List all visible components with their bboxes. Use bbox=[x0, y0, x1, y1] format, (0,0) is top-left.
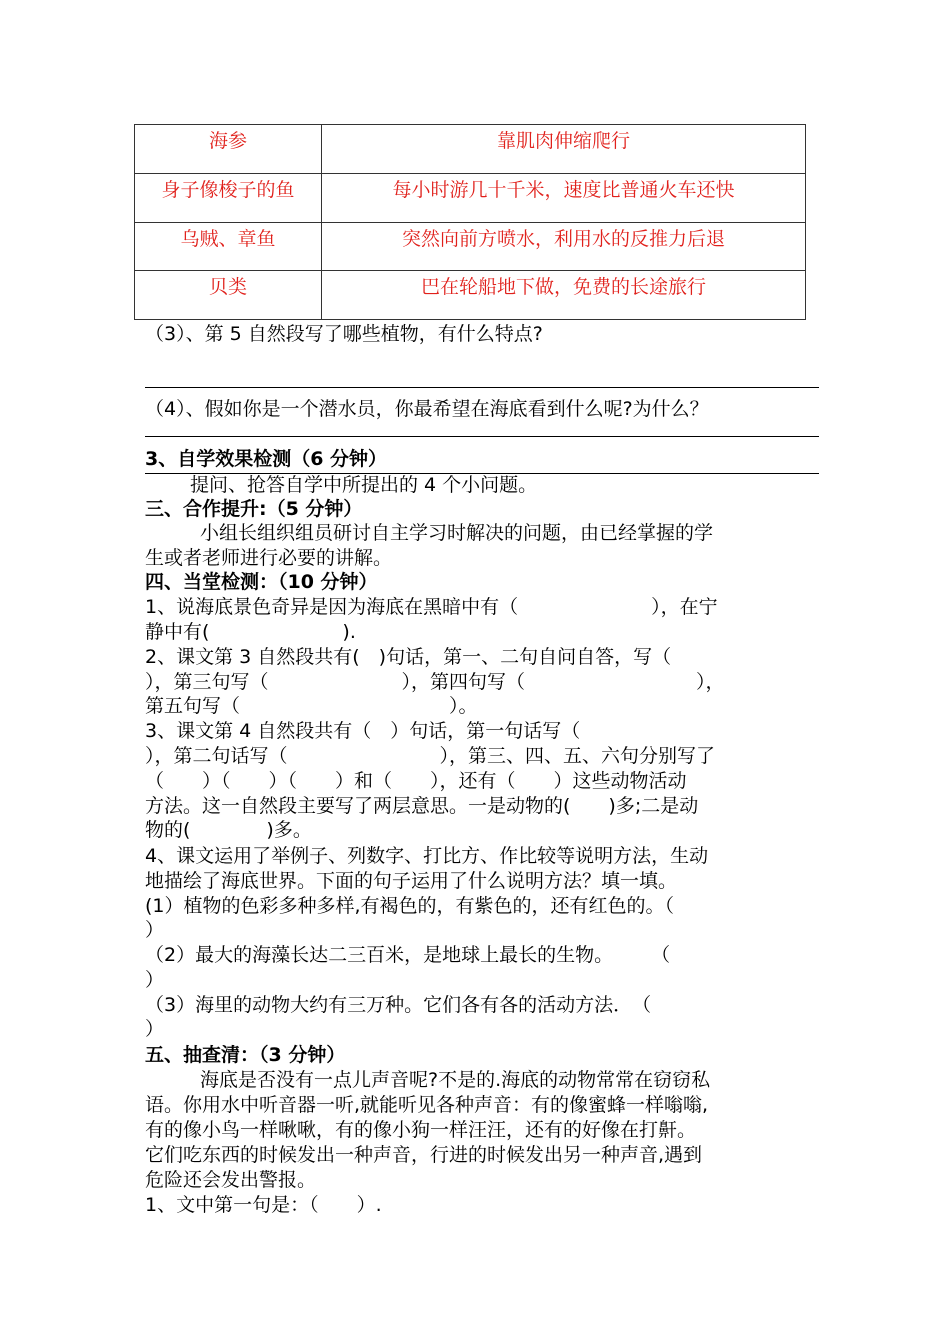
answer-line bbox=[145, 436, 819, 437]
exercise-line: 第五句写（ ）。 bbox=[145, 695, 478, 717]
exercise-line: 方法。这一自然段主要写了两层意思。一是动物的( )多;二是动 bbox=[145, 795, 699, 817]
method-cell: 巴在轮船地下做，免费的长途旅行 bbox=[322, 271, 806, 320]
exercise-line: ），第三句写（ ），第四句写（ ）， bbox=[145, 671, 725, 693]
section-si-title: 四、当堂检测：（10 分钟） bbox=[145, 571, 378, 593]
exercise-line: ） bbox=[145, 1018, 165, 1040]
exercise-line: （2）最大的海藻长达二三百米，是地球上最长的生物。 （ bbox=[145, 944, 671, 966]
answer-line bbox=[145, 387, 819, 388]
animal-movement-table bbox=[134, 124, 806, 320]
section-3-title: 3、自学效果检测（6 分钟） bbox=[145, 448, 388, 470]
table-row bbox=[135, 271, 806, 320]
section-3-body: 提问、抢答自学中所提出的 4 个小问题。 bbox=[190, 474, 538, 496]
exercise-line: ） bbox=[145, 969, 165, 991]
exercise-line: 物的( )多。 bbox=[145, 819, 312, 841]
method-cell: 每小时游几十千米，速度比普通火车还快 bbox=[322, 173, 806, 222]
passage-line: 危险还会发出警报。 bbox=[145, 1169, 317, 1191]
question-3: （3）、第 5 自然段写了哪些植物，有什么特点? bbox=[145, 323, 543, 345]
passage-line: 海底是否没有一点儿声音呢?不是的.海底的动物常常在窃窃私 bbox=[200, 1069, 711, 1091]
table-row bbox=[135, 222, 806, 271]
exercise-line: 地描绘了海底世界。下面的句子运用了什么说明方法？填一填。 bbox=[145, 870, 678, 892]
question-4: （4）、假如你是一个潜水员，你最希望在海底看到什么呢?为什么？ bbox=[145, 398, 709, 420]
passage-line: 语。你用水中听音器一听,就能听见各种声音：有的像蜜蜂一样嗡嗡, bbox=[145, 1094, 709, 1116]
section-san-title: 三、合作提升:（5 分钟） bbox=[145, 498, 363, 520]
exercise-line: （ ）（ ）（ ）和（ ），还有（ ）这些动物活动 bbox=[145, 770, 687, 792]
exercise-line: (1）植物的色彩多种多样,有褐色的，有紫色的，还有红色的。（ bbox=[145, 895, 675, 917]
table-row bbox=[135, 173, 806, 222]
exercise-line: 3、课文第 4 自然段共有（ ）句话，第一句话写（ bbox=[145, 720, 581, 742]
exercise-line: 4、课文运用了举例子、列数字、打比方、作比较等说明方法，生动 bbox=[145, 845, 709, 867]
exercise-line: ），第二句话写（ ），第三、四、五、六句分别写了 bbox=[145, 745, 716, 767]
section-san-body: 小组长组织组员研讨自主学习时解决的问题，由已经掌握的学 bbox=[200, 522, 714, 544]
exercise-line: 2、课文第 3 自然段共有( )句话，第一、二句自问自答，写（ bbox=[145, 646, 672, 668]
exercise-line: 1、说海底景色奇异是因为海底在黑暗中有（ ），在宁 bbox=[145, 596, 718, 618]
animal-cell: 乌贼、章鱼 bbox=[135, 222, 322, 271]
exercise-line: （3）海里的动物大约有三万种。它们各有各的活动方法． （ bbox=[145, 994, 652, 1016]
animal-cell: 贝类 bbox=[135, 271, 322, 320]
table-row bbox=[135, 125, 806, 174]
method-cell: 突然向前方喷水，利用水的反推力后退 bbox=[322, 222, 806, 271]
exercise-line: 静中有( ). bbox=[145, 621, 356, 643]
passage-line: 它们吃东西的时候发出一种声音，行进的时候发出另一种声音,遇到 bbox=[145, 1144, 703, 1166]
passage-line: 有的像小鸟一样啾啾，有的像小狗一样汪汪，还有的好像在打鼾。 bbox=[145, 1119, 697, 1141]
animal-cell: 海参 bbox=[135, 125, 322, 174]
section-wu-title: 五、抽查清：（3 分钟） bbox=[145, 1044, 346, 1066]
exercise-line: ） bbox=[145, 919, 165, 941]
passage-question: 1、文中第一句是：（ ）. bbox=[145, 1194, 382, 1216]
method-cell: 靠肌肉伸缩爬行 bbox=[322, 125, 806, 174]
animal-cell: 身子像梭子的鱼 bbox=[135, 173, 322, 222]
section-san-body: 生或者老师进行必要的讲解。 bbox=[145, 547, 393, 569]
